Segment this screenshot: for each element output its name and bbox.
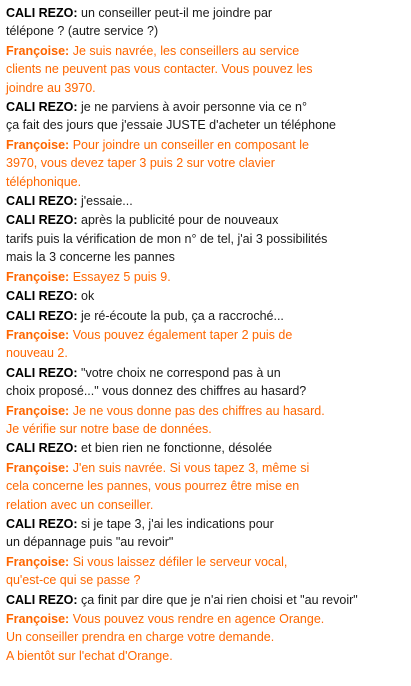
speaker-name: Françoise: <box>6 612 70 626</box>
message-line <box>6 496 408 514</box>
message-line <box>6 591 408 609</box>
message-line <box>6 344 408 362</box>
message-line <box>6 116 408 134</box>
message-line <box>6 248 408 266</box>
message-text: un conseiller peut-il me joindre par <box>81 6 273 20</box>
message-text: téléphonique. <box>6 174 82 189</box>
message-line <box>6 647 408 665</box>
message-text: clients ne peuvent pas vous contacter. Vous pouvez les <box>6 62 313 77</box>
speaker-name: Françoise: <box>6 43 70 58</box>
chat-transcript <box>6 4 408 665</box>
message-line <box>6 136 408 154</box>
speaker-name: CALI REZO: <box>6 516 78 531</box>
message-line <box>6 533 408 551</box>
message-line <box>6 4 408 22</box>
message-line <box>6 459 408 477</box>
message-text: je ré-écoute la pub, ça a raccroché... <box>81 308 284 323</box>
user-message <box>6 439 408 457</box>
message-text: Je suis navrée, les conseillers au service <box>72 43 300 58</box>
speaker-name: Françoise: <box>6 460 70 475</box>
user-message <box>6 287 408 305</box>
speaker-name: CALI REZO: <box>6 194 78 209</box>
agent-message <box>6 459 408 514</box>
message-text: choix proposé..." vous donnez des chiffres au hasard? <box>6 384 307 399</box>
message-line <box>6 477 408 495</box>
speaker-name: Françoise: <box>6 269 70 284</box>
message-text: et bien rien ne fonctionne, désolée <box>81 441 273 456</box>
message-line <box>6 230 408 248</box>
speaker-name: CALI REZO: <box>6 365 78 380</box>
message-text: si je tape 3, j'ai les indications pour <box>81 516 274 531</box>
speaker-name: CALI REZO: <box>6 100 78 115</box>
message-text: cela concerne les pannes, vous pourrez être mise en <box>6 479 300 494</box>
message-text: nouveau 2. <box>6 346 68 361</box>
message-line <box>6 79 408 97</box>
user-message <box>6 98 408 135</box>
message-text: Essayez 5 puis 9. <box>72 269 171 284</box>
message-text: ça fait des jours que j'essaie JUSTE d'acheter un téléphone <box>6 118 336 133</box>
agent-message <box>6 136 408 191</box>
message-line <box>6 211 408 229</box>
speaker-name: Françoise: <box>6 137 70 152</box>
agent-message <box>6 553 408 590</box>
agent-message <box>6 402 408 439</box>
agent-message <box>6 268 408 286</box>
message-text: tarifs puis la vérification de mon n° de tel, j'ai 3 possibilités <box>6 231 328 246</box>
speaker-name: CALI REZO: <box>6 213 78 228</box>
speaker-name: CALI REZO: <box>6 308 78 323</box>
message-line <box>6 515 408 533</box>
message-line <box>6 571 408 589</box>
message-line <box>6 628 408 646</box>
message-text: Je vérifie sur notre base de données. <box>6 421 212 436</box>
message-text: Un conseiller prendra en charge votre demande. <box>6 630 275 645</box>
message-text: un dépannage puis "au revoir" <box>6 535 174 550</box>
message-line <box>6 60 408 78</box>
message-text: Pour joindre un conseiller en composant le <box>72 137 309 152</box>
message-text: qu'est-ce qui se passe ? <box>6 573 141 588</box>
agent-message <box>6 42 408 97</box>
message-text: 3970, vous devez taper 3 puis 2 sur votre clavier <box>6 156 275 171</box>
message-text: j'essaie... <box>81 194 133 209</box>
user-message <box>6 4 408 41</box>
message-line <box>6 420 408 438</box>
message-text: je ne parviens à avoir personne via ce n° <box>81 100 307 115</box>
speaker-name: CALI REZO: <box>6 592 78 607</box>
message-line <box>6 439 408 457</box>
message-text: Si vous laissez défiler le serveur vocal, <box>72 554 288 569</box>
message-text: télépone ? (autre service ?) <box>6 24 159 39</box>
message-text: mais la 3 concerne les pannes <box>6 250 175 265</box>
message-text: Vous pouvez également taper 2 puis de <box>72 327 293 342</box>
user-message <box>6 307 408 325</box>
message-line <box>6 42 408 60</box>
message-line <box>6 173 408 191</box>
message-line <box>6 326 408 344</box>
message-line <box>6 364 408 382</box>
agent-message <box>6 326 408 363</box>
speaker-name: Françoise: <box>6 554 70 569</box>
message-line <box>6 22 408 40</box>
message-line <box>6 402 408 420</box>
message-text: joindre au 3970. <box>6 80 96 95</box>
message-text: Vous pouvez vous rendre en agence Orange. <box>72 612 325 626</box>
user-message <box>6 364 408 401</box>
message-text: J'en suis navrée. Si vous tapez 3, même si <box>72 460 310 475</box>
agent-message <box>6 610 408 665</box>
user-message <box>6 515 408 552</box>
message-text: ok <box>81 289 95 304</box>
message-line <box>6 192 408 210</box>
message-line <box>6 154 408 172</box>
message-text: Je ne vous donne pas des chiffres au hasard. <box>72 403 325 418</box>
message-line <box>6 268 408 286</box>
speaker-name: CALI REZO: <box>6 6 78 20</box>
user-message <box>6 591 408 609</box>
message-text: "votre choix ne correspond pas à un <box>81 365 281 380</box>
message-text: A bientôt sur l'echat d'Orange. <box>6 648 173 663</box>
message-line <box>6 610 408 628</box>
message-line <box>6 382 408 400</box>
message-text: après la publicité pour de nouveaux <box>81 213 279 228</box>
message-line <box>6 98 408 116</box>
message-line <box>6 553 408 571</box>
user-message <box>6 192 408 210</box>
message-text: relation avec un conseiller. <box>6 497 154 512</box>
speaker-name: CALI REZO: <box>6 441 78 456</box>
message-line <box>6 287 408 305</box>
speaker-name: CALI REZO: <box>6 289 78 304</box>
speaker-name: Françoise: <box>6 403 70 418</box>
speaker-name: Françoise: <box>6 327 70 342</box>
message-text: ça finit par dire que je n'ai rien choisi et "au revoir" <box>81 592 358 607</box>
user-message <box>6 211 408 266</box>
message-line <box>6 307 408 325</box>
